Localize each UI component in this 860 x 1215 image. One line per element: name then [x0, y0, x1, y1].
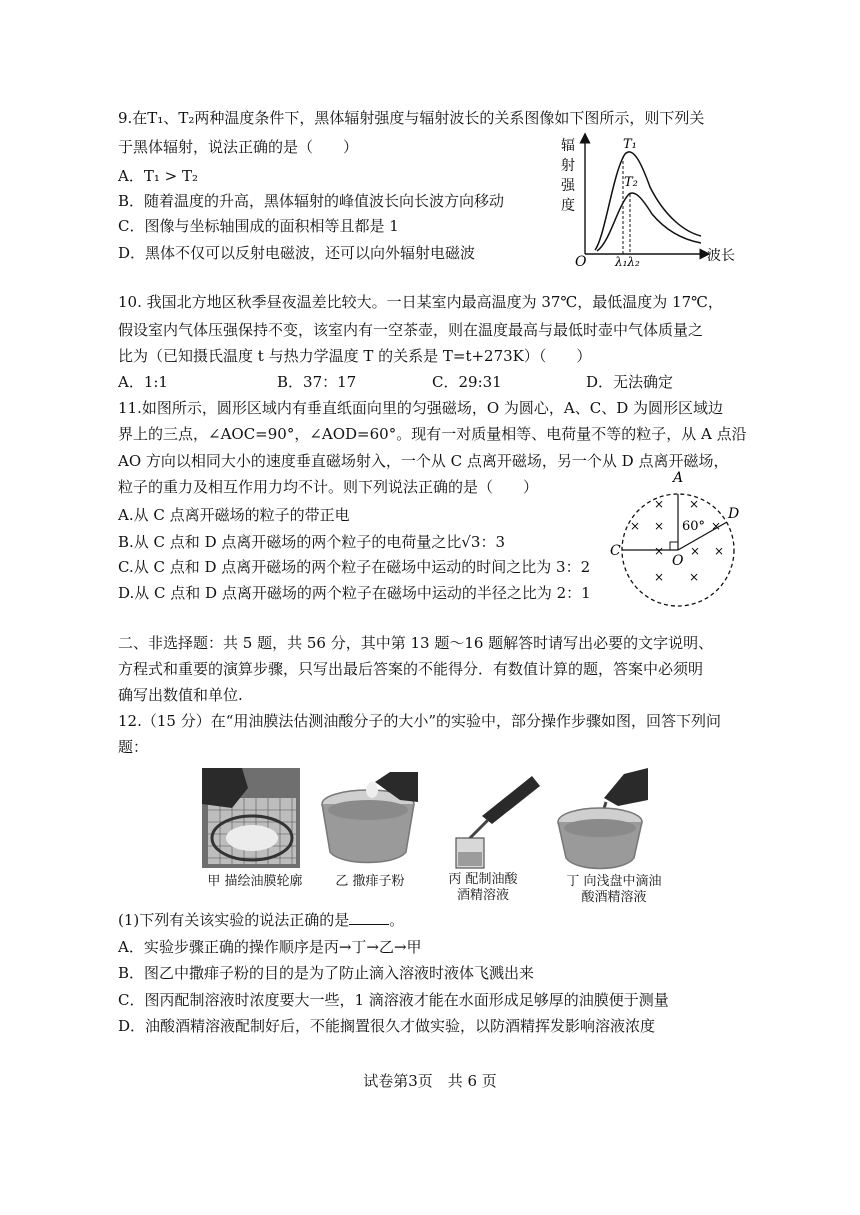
- photo-preparing-solution: [452, 776, 540, 870]
- y-axis-label-1: 辐: [561, 138, 575, 154]
- q10-stem-line3: 比为（已知摄氏温度 t 与热力学温度 T 的关系是 T=t+273K）（ ）: [118, 347, 592, 365]
- blackbody-radiation-graph: [555, 132, 745, 270]
- q12-stem-line2: 题：: [118, 738, 149, 756]
- point-d-label: D: [728, 506, 740, 522]
- q10-stem-line1: 10. 我国北方地区秋季昼夜温差比较大。一日某室内最高温度为 37℃，最低温度为 17℃，: [118, 293, 723, 311]
- magnetic-field-diagram: [610, 468, 750, 608]
- q12-stem-line1: 12.（15 分）在“用油膜法估测油酸分子的大小”的实验中，部分操作步骤如图，回答下列问: [118, 712, 722, 730]
- q12-sub1-end: 。: [389, 911, 405, 929]
- q11-stem-line3: AO 方向以相同大小的速度垂直磁场射入，一个从 C 点离开磁场，另一个从 D 点离开磁场，: [118, 452, 729, 470]
- lambda-label: λ₁λ₂: [615, 255, 640, 269]
- y-axis-label-3: 强: [561, 178, 575, 194]
- t1-label: T₁: [623, 137, 637, 152]
- q12-option-b: B．图乙中撒痱子粉的目的是为了防止滴入溶液时液体飞溅出来: [118, 964, 535, 982]
- photo-sprinkling-powder: [320, 772, 418, 868]
- q9-option-c: C．图像与坐标轴围成的面积相等且都是 1: [118, 217, 399, 235]
- q10-option-c: C．29:31: [432, 373, 502, 391]
- field-cross: ×: [711, 519, 722, 533]
- caption-jia: 甲 描绘油膜轮廓: [207, 874, 303, 889]
- photo-tracing-oil-film: [202, 768, 300, 868]
- caption-bing-line2: 酒精溶液: [456, 888, 509, 903]
- section2-line2: 方程式和重要的演算步骤，只写出最后答案的不能得分．有数值计算的题，答案中必须明: [118, 660, 704, 678]
- q11-option-c: C.从 C 点和 D 点离开磁场的两个粒子在磁场中运动的时间之比为 3：2: [118, 558, 591, 576]
- q9-option-b: B．随着温度的升高，黑体辐射的峰值波长向长波方向移动: [118, 192, 505, 210]
- field-cross: ×: [654, 519, 665, 533]
- point-a-label: A: [673, 470, 684, 486]
- q11-option-d: D.从 C 点和 D 点离开磁场的两个粒子在磁场中运动的半径之比为 2：1: [118, 584, 591, 602]
- point-c-label: C: [610, 543, 621, 559]
- angle-label: 60°: [682, 519, 706, 534]
- x-axis-label: 波长: [707, 248, 735, 264]
- q12-option-d: D．油酸酒精溶液配制好后，不能搁置很久才做实验，以防酒精挥发影响溶液浓度: [118, 1017, 656, 1035]
- right-angle-mark: [670, 542, 678, 550]
- q9-stem-line2: 于黑体辐射，说法正确的是（ ）: [118, 138, 359, 156]
- curve-t1: [595, 152, 701, 250]
- q10-option-d: D．无法确定: [586, 373, 674, 391]
- field-cross: ×: [654, 497, 665, 511]
- field-cross: ×: [714, 544, 725, 558]
- field-cross: ×: [689, 497, 700, 511]
- photo-dropping-solution: [554, 768, 648, 872]
- q10-option-b: B．37：17: [277, 373, 357, 391]
- page-footer: 试卷第3页 共 6 页: [363, 1072, 497, 1090]
- caption-ding-line2: 酸酒精溶液: [581, 890, 647, 905]
- caption-bing-line1: 丙 配制油酸: [448, 872, 518, 887]
- curve-t2: [597, 193, 701, 251]
- field-cross: ×: [654, 544, 665, 558]
- point-o-label: O: [672, 553, 684, 569]
- q11-stem-line4: 粒子的重力及相互作用力均不计。则下列说法正确的是（ ）: [118, 478, 539, 496]
- field-cross: ×: [690, 544, 701, 558]
- t2-label: T₂: [624, 175, 638, 190]
- q10-stem-line2: 假设室内气体压强保持不变，该室内有一空茶壶，则在温度最高与最低时壶中气体质量之: [118, 321, 704, 339]
- field-cross: ×: [689, 570, 700, 584]
- q12-sub1-stem: [118, 910, 404, 930]
- q12-option-c: C．图丙配制溶液时浓度要大一些，1 滴溶液才能在水面形成足够厚的油膜便于测量: [118, 991, 669, 1009]
- q9-option-d: D．黑体不仅可以反射电磁波，还可以向外辐射电磁波: [118, 244, 476, 262]
- field-cross: ×: [654, 570, 665, 584]
- answer-blank[interactable]: [349, 910, 389, 925]
- section2-line1: 二、非选择题：共 5 题，共 56 分，其中第 13 题～16 题解答时请写出必要的文字说明、: [118, 634, 714, 652]
- q12-sub1-text: (1)下列有关该实验的说法正确的是: [118, 911, 350, 929]
- caption-yi: 乙 撒痱子粉: [335, 874, 405, 889]
- q11-stem-line1: 11.如图所示，圆形区域内有垂直纸面向里的匀强磁场，O 为圆心，A、C、D 为圆形区域边: [118, 399, 724, 417]
- q12-option-a: A．实验步骤正确的操作顺序是丙→丁→乙→甲: [118, 938, 422, 956]
- origin-label: O: [575, 254, 587, 270]
- y-axis-label-4: 度: [561, 198, 575, 214]
- section2-line3: 确写出数值和单位.: [118, 686, 243, 704]
- q9-option-a: A．T₁ > T₂: [118, 167, 198, 185]
- q11-option-a: A.从 C 点离开磁场的粒子的带正电: [118, 506, 350, 524]
- q9-stem-line1: 9.在T₁、T₂两种温度条件下，黑体辐射强度与辐射波长的关系图像如下图所示，则下列关: [118, 109, 705, 127]
- y-axis-label-2: 射: [561, 158, 575, 174]
- caption-ding-line1: 丁 向浅盘中滴油: [566, 874, 662, 889]
- q11-option-b: B.从 C 点和 D 点离开磁场的两个粒子的电荷量之比√3：3: [118, 533, 506, 551]
- q11-stem-line2: 界上的三点，∠AOC=90°，∠AOD=60°。现有一对质量相等、电荷量不等的粒子，从 A 点沿: [118, 425, 747, 443]
- field-cross: ×: [630, 519, 641, 533]
- q10-option-a: A．1:1: [118, 373, 168, 391]
